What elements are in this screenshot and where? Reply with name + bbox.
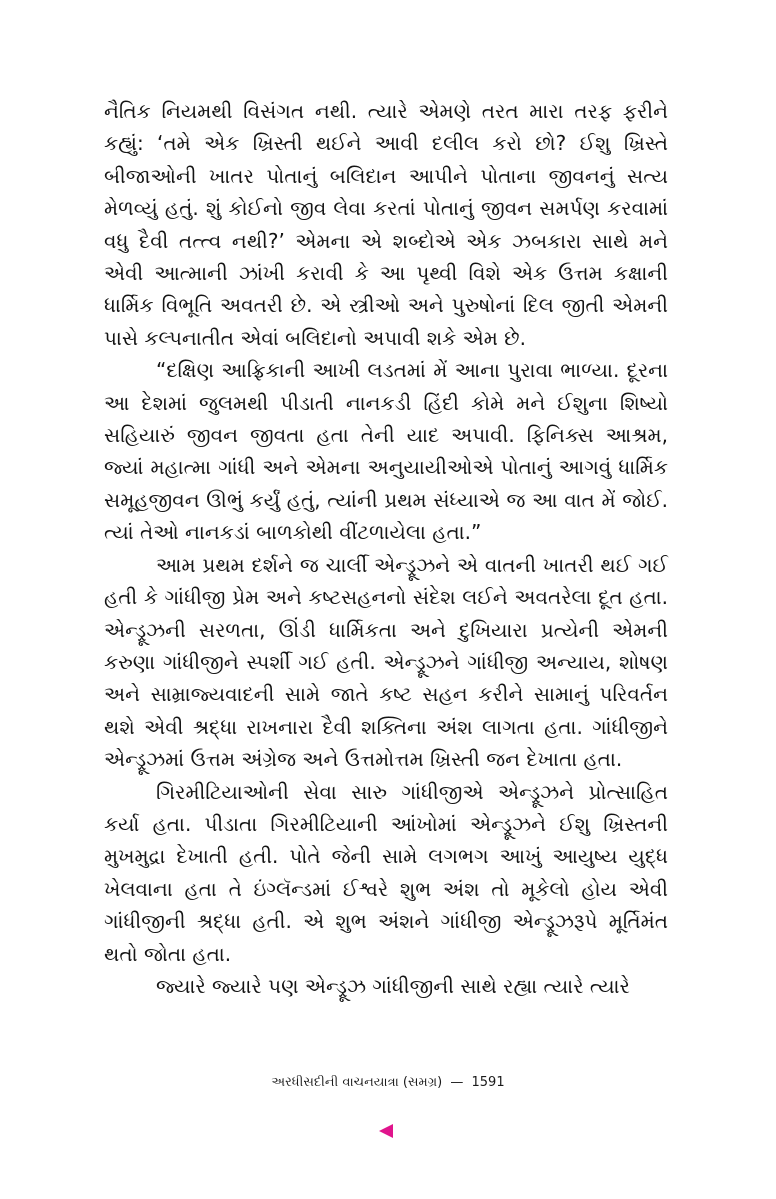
page-body bbox=[104, 95, 668, 1002]
paragraph-3: આમ પ્રથમ દર્શને જ ચાર્લી એન્ડ્રૂઝને એ વાતની ખાતરી થઈ ગઈ હતી કે ગાંધીજી પ્રેમ અને કષ્ટસહનનો સંદેશ લઈને અવતરેલા દૂત હતા. એન્ડ્રૂઝની સરળતા, ઊંડી ધાર્મિકતા અને દુખિયારા પ્રત્યેની એમની કરુણા ગાંધીજીને સ્પર્શી ગઈ હતી. એન્ડ્રૂઝને ગાંધીજી અન્યાય, શોષણ અને સામ્રાજ્યવાદની સામે જાતે કષ્ટ સહન કરીને સામાનું પરિવર્તન થશે એવી શ્રદ્ધા રાખનારા દૈવી શક્તિના અંશ લાગતા હતા. ગાંધીજીને એન્ડ્રૂઝમાં ઉત્તમ અંગ્રેજ અને ઉત્તમોત્તમ ખ્રિસ્તી જન દેખાતા હતા. bbox=[104, 552, 668, 772]
triangle-left-icon[interactable] bbox=[379, 1124, 393, 1138]
footer-page-number: 1591 bbox=[471, 1075, 505, 1090]
footer-separator: — bbox=[450, 1075, 464, 1090]
paragraph-5: જ્યારે જ્યારે પણ એન્ડ્રૂઝ ગાંધીજીની સાથે રહ્યા ત્યારે ત્યારે bbox=[156, 973, 630, 998]
paragraph-4: ગિરમીટિયાઓની સેવા સારુ ગાંધીજીએ એન્ડ્રૂઝને પ્રોત્સાહિત કર્યા હતા. પીડાતા ગિરમીટિયાની આંખોમાં એન્ડ્રૂઝને ઈશુ ખ્રિસ્તની મુખમુદ્રા દેખાતી હતી. પોતે જેની સામે લગભગ આખું આયુષ્ય યુદ્ધ ખેલવાના હતા તે ઇંગ્લૅન્ડમાં ઈશ્વરે શુભ અંશ તો મૂકેલો હોય એવી ગાંધીજીની શ્રદ્ધા હતી. એ શુભ અંશને ગાંધીજી એન્ડ્રૂઝરૂપે મૂર્તિમંત થતો જોતા હતા. bbox=[104, 779, 668, 966]
paragraph-1: નૈતિક નિયમથી વિસંગત નથી. ત્યારે એમણે તરત મારા તરફ ફરીને કહ્યું: ‘તમે એક ખ્રિસ્તી થઈને આવી દલીલ કરો છો? ઈશુ ખ્રિસ્તે બીજાઓની ખાતર પોતાનું બલિદાન આપીને પોતાના જીવનનું સત્ય મેળવ્યું હતું. શું કોઈનો જીવ લેવા કરતાં પોતાનું જીવન સમર્પણ કરવામાં વધુ દૈવી તત્ત્વ નથી?’ એમના એ શબ્દોએ એક ઝબકારા સાથે મને એવી આત્માની ઝાંખી કરાવી કે આ પૃથ્વી વિશે એક ઉત્તમ કક્ષાની ધાર્મિક વિભૂતિ અવતરી છે. એ સ્ત્રીઓ અને પુરુષોનાં દિલ જીતી એમની પાસે કલ્પનાતીત એવાં બલિદાનો અપાવી શકે એમ છે. bbox=[104, 99, 668, 350]
paragraph-2: “દક્ષિણ આફ્રિકાની આખી લડતમાં મેં આના પુરાવા ભાળ્યા. દૂરના આ દેશમાં જુલમથી પીડાતી નાનકડી હિંદી કોમે મને ઈશુના શિષ્યો સહિયારું જીવન જીવતા હતા તેની યાદ અપાવી. ફિનિક્સ આશ્રમ, જ્યાં મહાત્મા ગાંધી અને એમના અનુયાયીઓએ પોતાનું આગવું ધાર્મિક સમૂહજીવન ઊભું કર્યું હતું, ત્યાંની પ્રથમ સંધ્યાએ જ આ વાત મેં જોઈ. ત્યાં તેઓ નાનકડાં બાળકોથી વીંટળાયેલા હતા.” bbox=[104, 358, 668, 545]
footer-book-title: અરધીસદીની વાચનયાત્રા (સમગ્ર) bbox=[271, 1075, 443, 1090]
page-footer bbox=[0, 1073, 776, 1093]
